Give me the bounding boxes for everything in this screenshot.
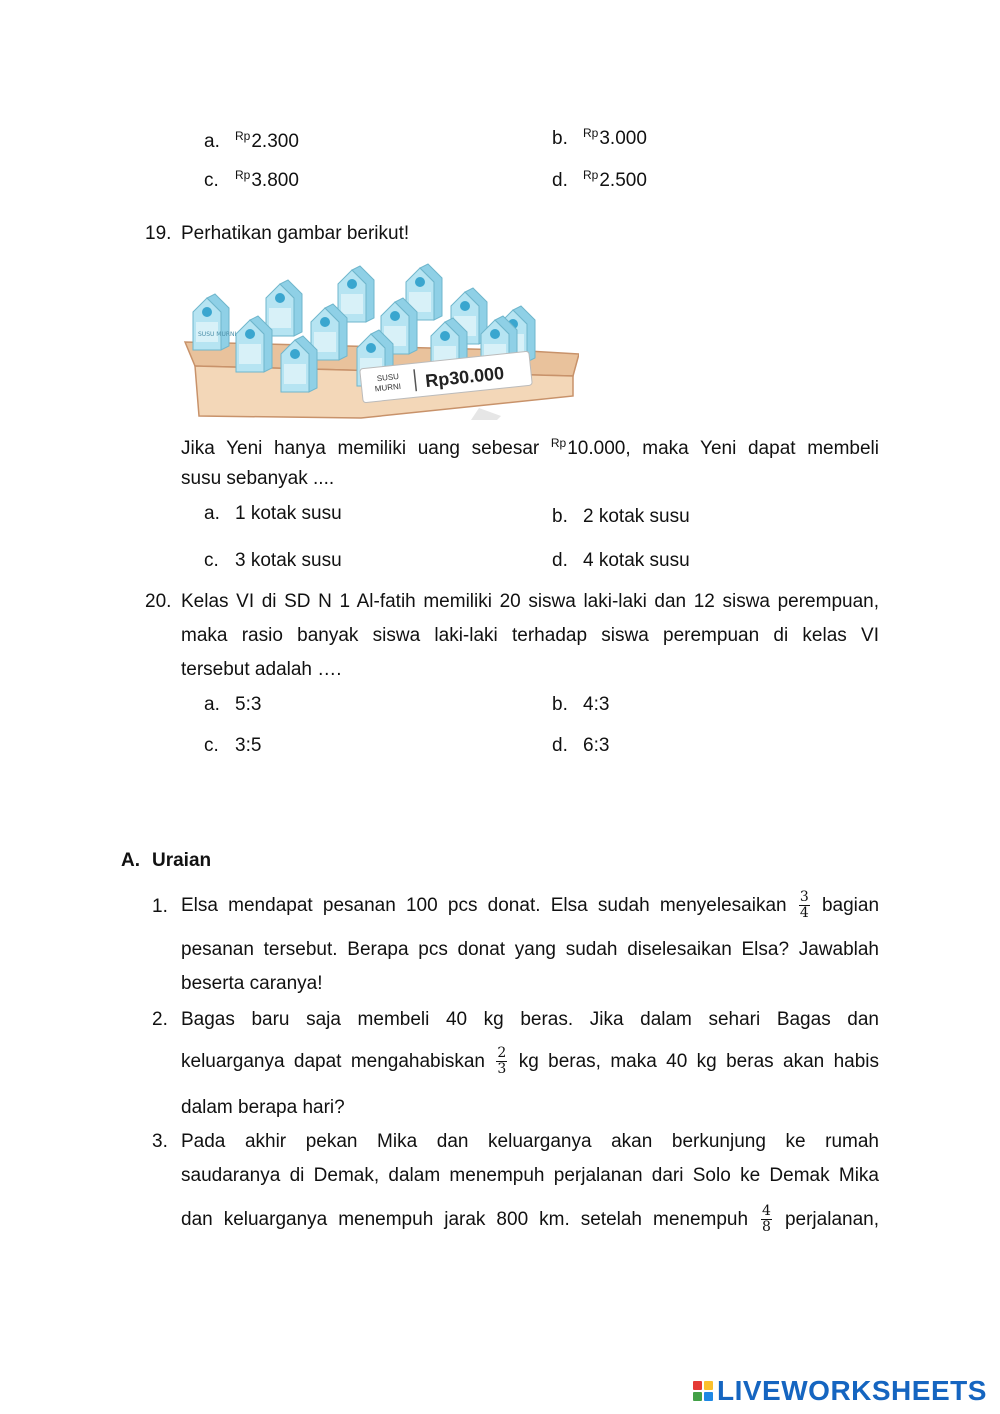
- fraction-4-8: $\frac{4}{8}$: [762, 1203, 771, 1236]
- sign-label-1: SUSU: [376, 371, 400, 384]
- q19-text-line1: Jika Yeni hanya memiliki uang sebesar $^{Rp}$10.000, maka Yeni dapat membeli: [181, 436, 879, 459]
- q20-option-c[interactable]: c. 3:5: [204, 735, 262, 756]
- q19-prompt: Perhatikan gambar berikut!: [181, 223, 410, 244]
- q20-number: 20.: [145, 591, 172, 612]
- q18-option-d[interactable]: d. $^{Rp}$2.500: [552, 168, 647, 191]
- q20-option-a[interactable]: a. 5:3: [204, 694, 262, 715]
- fraction-3-4: $\frac{3}{4}$: [799, 889, 809, 922]
- sign-price: Rp30.000: [424, 362, 505, 392]
- q19-number: 19.: [145, 223, 172, 244]
- carton-label: SUSU MURNI: [198, 331, 237, 338]
- q20-line1: Kelas VI di SD N 1 Al-fatih memiliki 20 siswa laki-laki dan 12 siswa perempuan,: [181, 591, 879, 612]
- q20-line2: maka rasio banyak siswa laki-laki terhadap siswa perempuan di kelas VI: [181, 625, 879, 646]
- essay-3-line1: Pada akhir pekan Mika dan keluarganya akan berkunjung ke rumah: [181, 1131, 879, 1152]
- essay-3-line3: dan keluarganya menempuh jarak 800 km. setelah menempuh $\frac{4}{8}$ perjalanan,: [181, 1203, 879, 1236]
- q19-text-line2: susu sebanyak ....: [181, 468, 335, 489]
- essay-3-number: 3.: [152, 1131, 168, 1152]
- q18-option-b[interactable]: b. $^{Rp}$3.000: [552, 126, 647, 149]
- essay-1-line1: Elsa mendapat pesanan 100 pcs donat. Elsa sudah menyelesaikan $\frac{3}{4}$ bagian: [181, 889, 880, 922]
- essay-2-line2: keluarganya dapat mengahabiskan $\frac{2}{3}$ kg beras, maka 40 kg beras akan habis: [181, 1045, 880, 1078]
- essay-1-line3: beserta caranya!: [181, 973, 323, 994]
- logo-grid-icon: [693, 1381, 713, 1401]
- q20-option-b[interactable]: b. 4:3: [552, 694, 610, 715]
- q19-option-a[interactable]: a. 1 kotak susu: [204, 503, 342, 524]
- q20-line3: tersebut adalah ….: [181, 659, 342, 680]
- q19-option-d[interactable]: d. 4 kotak susu: [552, 550, 690, 571]
- liveworksheets-logo[interactable]: LIVEWORKSHEETS: [693, 1374, 987, 1408]
- q19-option-c[interactable]: c. 3 kotak susu: [204, 550, 342, 571]
- essay-2-number: 2.: [152, 1009, 168, 1030]
- q19-option-b[interactable]: b. 2 kotak susu: [552, 506, 690, 527]
- sign-label-2: MURNI: [374, 381, 402, 394]
- essay-3-line2: saudaranya di Demak, dalam menempuh perjalanan dari Solo ke Demak Mika: [181, 1165, 879, 1186]
- section-heading: A. Uraian: [121, 850, 212, 871]
- milk-cartons-image: [181, 256, 579, 420]
- essay-1-number: 1.: [152, 896, 168, 917]
- q18-option-a[interactable]: a. $^{Rp}$2.300: [204, 129, 299, 152]
- fraction-2-3: $\frac{2}{3}$: [497, 1045, 507, 1078]
- q18-option-c[interactable]: c. $^{Rp}$3.800: [204, 168, 299, 191]
- essay-1-line2: pesanan tersebut. Berapa pcs donat yang sudah diselesaikan Elsa? Jawablah: [181, 939, 879, 960]
- essay-2-line3: dalam berapa hari?: [181, 1097, 345, 1118]
- q20-option-d[interactable]: d. 6:3: [552, 735, 610, 756]
- essay-2-line1: Bagas baru saja membeli 40 kg beras. Jika dalam sehari Bagas dan: [181, 1009, 879, 1030]
